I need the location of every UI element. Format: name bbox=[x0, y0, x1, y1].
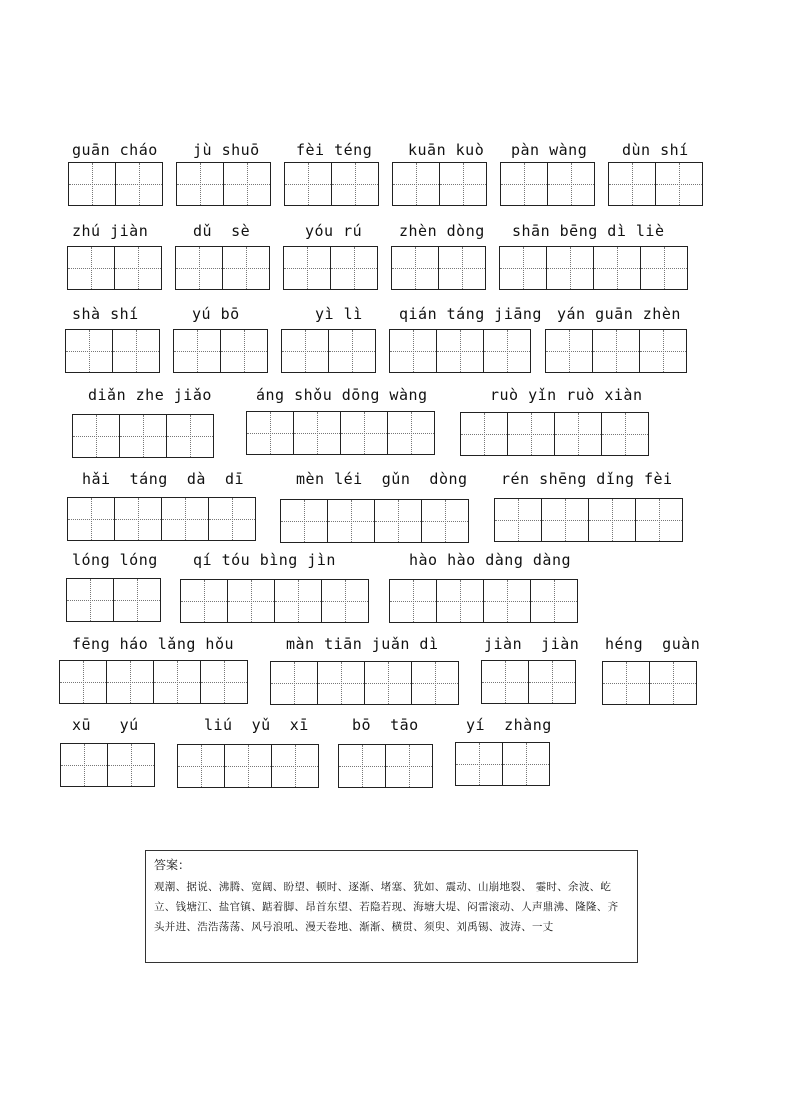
grid-cell[interactable] bbox=[61, 744, 108, 786]
grid-cell[interactable] bbox=[422, 500, 468, 542]
grid-cell[interactable] bbox=[154, 661, 201, 703]
answer-grid[interactable] bbox=[280, 499, 469, 543]
grid-cell[interactable] bbox=[589, 499, 636, 541]
grid-cell[interactable] bbox=[322, 580, 368, 622]
grid-cell[interactable] bbox=[201, 661, 247, 703]
grid-cell[interactable] bbox=[294, 412, 341, 454]
grid-cell[interactable] bbox=[223, 247, 269, 289]
answer-grid[interactable] bbox=[602, 661, 697, 705]
answer-key-box bbox=[145, 850, 638, 963]
answer-grid[interactable] bbox=[270, 661, 459, 705]
grid-cell[interactable] bbox=[548, 163, 594, 205]
grid-cell[interactable] bbox=[650, 662, 696, 704]
answer-grid[interactable] bbox=[283, 246, 378, 290]
grid-cell[interactable] bbox=[176, 247, 223, 289]
pinyin-label: yán guān zhèn bbox=[557, 305, 681, 323]
grid-cell[interactable] bbox=[641, 247, 687, 289]
answer-grid[interactable] bbox=[499, 246, 688, 290]
pinyin-label: héng guàn bbox=[605, 635, 701, 653]
pinyin-label: xū yú bbox=[72, 716, 139, 734]
answer-grid[interactable] bbox=[392, 162, 487, 206]
grid-cell[interactable] bbox=[225, 745, 272, 787]
pinyin-label: hǎi táng dà dī bbox=[82, 470, 245, 488]
grid-cell[interactable] bbox=[388, 412, 434, 454]
grid-cell[interactable] bbox=[482, 661, 529, 703]
answer-grid[interactable] bbox=[391, 246, 486, 290]
answer-grid[interactable] bbox=[65, 329, 160, 373]
grid-cell[interactable] bbox=[114, 579, 160, 621]
grid-cell[interactable] bbox=[390, 330, 437, 372]
grid-cell[interactable] bbox=[66, 330, 113, 372]
pinyin-label: yí zhàng bbox=[466, 716, 552, 734]
answer-grid[interactable] bbox=[455, 742, 550, 786]
grid-cell[interactable] bbox=[224, 163, 270, 205]
grid-cell[interactable] bbox=[108, 744, 154, 786]
pinyin-label: shà shí bbox=[72, 305, 139, 323]
grid-cell[interactable] bbox=[440, 163, 486, 205]
grid-cell[interactable] bbox=[531, 580, 577, 622]
grid-cell[interactable] bbox=[68, 247, 115, 289]
grid-cell[interactable] bbox=[120, 415, 167, 457]
answer-grid[interactable] bbox=[338, 744, 433, 788]
grid-cell[interactable] bbox=[285, 163, 332, 205]
answer-grid[interactable] bbox=[481, 660, 576, 704]
grid-cell[interactable] bbox=[282, 330, 329, 372]
pinyin-label: áng shǒu dōng wàng bbox=[256, 386, 428, 404]
grid-cell[interactable] bbox=[390, 580, 437, 622]
grid-cell[interactable] bbox=[73, 415, 120, 457]
grid-cell[interactable] bbox=[271, 662, 318, 704]
grid-cell[interactable] bbox=[375, 500, 422, 542]
grid-cell[interactable] bbox=[177, 163, 224, 205]
pinyin-label: lóng lóng bbox=[72, 551, 158, 569]
grid-cell[interactable] bbox=[656, 163, 702, 205]
grid-cell[interactable] bbox=[501, 163, 548, 205]
grid-cell[interactable] bbox=[60, 661, 107, 703]
grid-cell[interactable] bbox=[546, 330, 593, 372]
answer-grid[interactable] bbox=[173, 329, 268, 373]
grid-cell[interactable] bbox=[542, 499, 589, 541]
grid-cell[interactable] bbox=[386, 745, 432, 787]
answer-grid[interactable] bbox=[494, 498, 683, 542]
grid-cell[interactable] bbox=[594, 247, 641, 289]
grid-cell[interactable] bbox=[331, 247, 377, 289]
grid-cell[interactable] bbox=[392, 247, 439, 289]
grid-cell[interactable] bbox=[640, 330, 686, 372]
grid-cell[interactable] bbox=[115, 247, 161, 289]
grid-cell[interactable] bbox=[636, 499, 682, 541]
pinyin-label: qí tóu bìng jìn bbox=[193, 551, 336, 569]
grid-cell[interactable] bbox=[609, 163, 656, 205]
grid-cell[interactable] bbox=[603, 662, 650, 704]
grid-cell[interactable] bbox=[437, 580, 484, 622]
grid-cell[interactable] bbox=[547, 247, 594, 289]
answer-grid[interactable] bbox=[180, 579, 369, 623]
answer-grid[interactable] bbox=[177, 744, 319, 788]
pinyin-label: zhèn dòng bbox=[399, 222, 485, 240]
grid-cell[interactable] bbox=[412, 662, 458, 704]
grid-cell[interactable] bbox=[437, 330, 484, 372]
grid-cell[interactable] bbox=[67, 579, 114, 621]
answer-grid[interactable] bbox=[389, 329, 531, 373]
grid-cell[interactable] bbox=[555, 413, 602, 455]
pinyin-label: guān cháo bbox=[72, 141, 158, 159]
grid-cell[interactable] bbox=[178, 745, 225, 787]
grid-cell[interactable] bbox=[69, 163, 116, 205]
answer-grid[interactable] bbox=[389, 579, 578, 623]
pinyin-label: dǔ sè bbox=[193, 222, 251, 240]
grid-cell[interactable] bbox=[500, 247, 547, 289]
pinyin-label: yú bō bbox=[192, 305, 240, 323]
answer-key-title: 答案： bbox=[154, 858, 191, 872]
grid-cell[interactable] bbox=[115, 498, 162, 540]
pinyin-label: rén shēng dǐng fèi bbox=[501, 470, 673, 488]
pinyin-label: hào hào dàng dàng bbox=[409, 551, 572, 569]
grid-cell[interactable] bbox=[272, 745, 318, 787]
grid-cell[interactable] bbox=[247, 412, 294, 454]
pinyin-label: mèn léi gǔn dòng bbox=[296, 470, 468, 488]
grid-cell[interactable] bbox=[484, 330, 530, 372]
grid-cell[interactable] bbox=[365, 662, 412, 704]
pinyin-label: fēng háo lǎng hǒu bbox=[72, 635, 235, 653]
grid-cell[interactable] bbox=[602, 413, 648, 455]
pinyin-label: yóu rú bbox=[305, 222, 363, 240]
answer-grid[interactable] bbox=[67, 246, 162, 290]
grid-cell[interactable] bbox=[221, 330, 267, 372]
answer-grid[interactable] bbox=[281, 329, 376, 373]
grid-cell[interactable] bbox=[593, 330, 640, 372]
grid-cell[interactable] bbox=[341, 412, 388, 454]
grid-cell[interactable] bbox=[275, 580, 322, 622]
grid-cell[interactable] bbox=[495, 499, 542, 541]
grid-cell[interactable] bbox=[167, 415, 213, 457]
grid-cell[interactable] bbox=[393, 163, 440, 205]
grid-cell[interactable] bbox=[181, 580, 228, 622]
grid-cell[interactable] bbox=[328, 500, 375, 542]
pinyin-label: bō tāo bbox=[352, 716, 419, 734]
answer-grid[interactable] bbox=[246, 411, 435, 455]
pinyin-label: jù shuō bbox=[193, 141, 260, 159]
answer-grid[interactable] bbox=[284, 162, 379, 206]
answer-grid[interactable] bbox=[68, 162, 163, 206]
answer-key-text: 观潮、据说、沸腾、宽阔、盼望、顿时、逐渐、堵塞、犹如、震动、山崩地裂、 霎时、余波、屹立、钱塘江、盐官镇、踮着脚、昂首东望、若隐若现、海塘大堤、闷雷滚动、人声鼎沸、隆隆、齐头并进、浩浩荡荡、风号浪吼、漫天卷地、渐渐、横贯、须臾、刘禹锡、波涛、一丈 bbox=[154, 881, 619, 933]
answer-grid[interactable] bbox=[60, 743, 155, 787]
answer-grid[interactable] bbox=[545, 329, 687, 373]
answer-grid[interactable] bbox=[66, 578, 161, 622]
pinyin-label: dùn shí bbox=[622, 141, 689, 159]
grid-cell[interactable] bbox=[439, 247, 485, 289]
grid-cell[interactable] bbox=[113, 330, 159, 372]
grid-cell[interactable] bbox=[329, 330, 375, 372]
answer-grid[interactable] bbox=[67, 497, 256, 541]
pinyin-label: kuān kuò bbox=[408, 141, 485, 159]
pinyin-label: màn tiān juǎn dì bbox=[286, 635, 439, 653]
grid-cell[interactable] bbox=[284, 247, 331, 289]
pinyin-label: fèi téng bbox=[296, 141, 373, 159]
answer-grid[interactable] bbox=[176, 162, 271, 206]
grid-cell[interactable] bbox=[68, 498, 115, 540]
grid-cell[interactable] bbox=[162, 498, 209, 540]
answer-grid[interactable] bbox=[59, 660, 248, 704]
pinyin-label: ruò yǐn ruò xiàn bbox=[490, 386, 643, 404]
answer-grid[interactable] bbox=[175, 246, 270, 290]
pinyin-label: zhú jiàn bbox=[72, 222, 149, 240]
grid-cell[interactable] bbox=[456, 743, 503, 785]
grid-cell[interactable] bbox=[508, 413, 555, 455]
pinyin-label: qián táng jiāng bbox=[399, 305, 542, 323]
grid-cell[interactable] bbox=[332, 163, 378, 205]
grid-cell[interactable] bbox=[529, 661, 575, 703]
answer-grid[interactable] bbox=[72, 414, 214, 458]
grid-cell[interactable] bbox=[174, 330, 221, 372]
answer-grid[interactable] bbox=[608, 162, 703, 206]
pinyin-label: pàn wàng bbox=[511, 141, 588, 159]
answer-grid[interactable] bbox=[500, 162, 595, 206]
pinyin-label: yì lì bbox=[315, 305, 363, 323]
pinyin-label: diǎn zhe jiǎo bbox=[88, 386, 212, 404]
pinyin-label: jiàn jiàn bbox=[484, 635, 580, 653]
grid-cell[interactable] bbox=[281, 500, 328, 542]
pinyin-label: liú yǔ xī bbox=[204, 716, 309, 734]
grid-cell[interactable] bbox=[339, 745, 386, 787]
grid-cell[interactable] bbox=[209, 498, 255, 540]
answer-grid[interactable] bbox=[460, 412, 649, 456]
grid-cell[interactable] bbox=[107, 661, 154, 703]
pinyin-label: shān bēng dì liè bbox=[512, 222, 665, 240]
grid-cell[interactable] bbox=[318, 662, 365, 704]
grid-cell[interactable] bbox=[228, 580, 275, 622]
grid-cell[interactable] bbox=[116, 163, 162, 205]
grid-cell[interactable] bbox=[503, 743, 549, 785]
grid-cell[interactable] bbox=[461, 413, 508, 455]
grid-cell[interactable] bbox=[484, 580, 531, 622]
